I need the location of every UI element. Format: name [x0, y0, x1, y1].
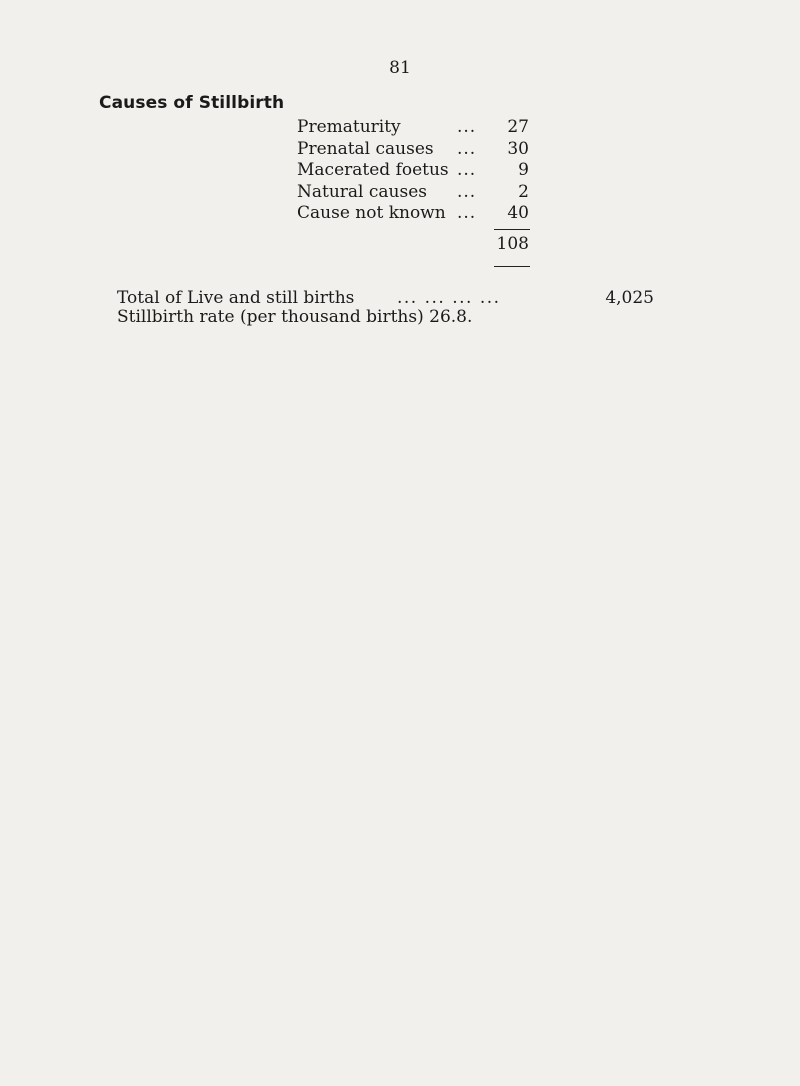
- total-births-row: [117, 288, 654, 308]
- total-births-value: 4,025: [605, 288, 654, 308]
- total-births-label: Total of Live and still births: [117, 288, 355, 308]
- total-rule-top: [494, 229, 530, 230]
- leader-dots: ...: [457, 138, 477, 159]
- cause-label: Cause not known: [297, 203, 446, 223]
- cause-count: 9: [518, 160, 529, 180]
- cause-row: [297, 182, 530, 204]
- cause-row: [297, 139, 530, 161]
- cause-label: Prenatal causes: [297, 138, 434, 159]
- causes-total: 108: [496, 234, 529, 254]
- total-rule-bottom: [494, 266, 530, 267]
- page-number: 81: [389, 58, 411, 78]
- cause-count: 27: [507, 117, 529, 137]
- cause-label: Natural causes: [297, 181, 428, 202]
- leader-dots: ...: [457, 203, 477, 223]
- leader-dots: ...: [457, 117, 477, 137]
- leader-dots: ...: [457, 181, 477, 202]
- cause-row: [297, 160, 530, 182]
- cause-count: 2: [518, 181, 529, 202]
- cause-label: Macerated foetus: [297, 160, 449, 180]
- cause-row: [297, 203, 530, 225]
- leader-dots: ... ... ... ...: [397, 288, 501, 308]
- cause-row: [297, 117, 530, 139]
- cause-count: 40: [507, 203, 529, 223]
- section-heading: Causes of Stillbirth: [99, 93, 285, 113]
- leader-dots: ...: [457, 160, 477, 180]
- stillbirth-rate-text: Stillbirth rate (per thousand births) 26.8.: [117, 307, 473, 327]
- stillbirth-rate-row: [117, 307, 472, 327]
- cause-count: 30: [507, 138, 529, 159]
- cause-label: Prematurity: [297, 117, 401, 137]
- causes-table: [297, 117, 530, 225]
